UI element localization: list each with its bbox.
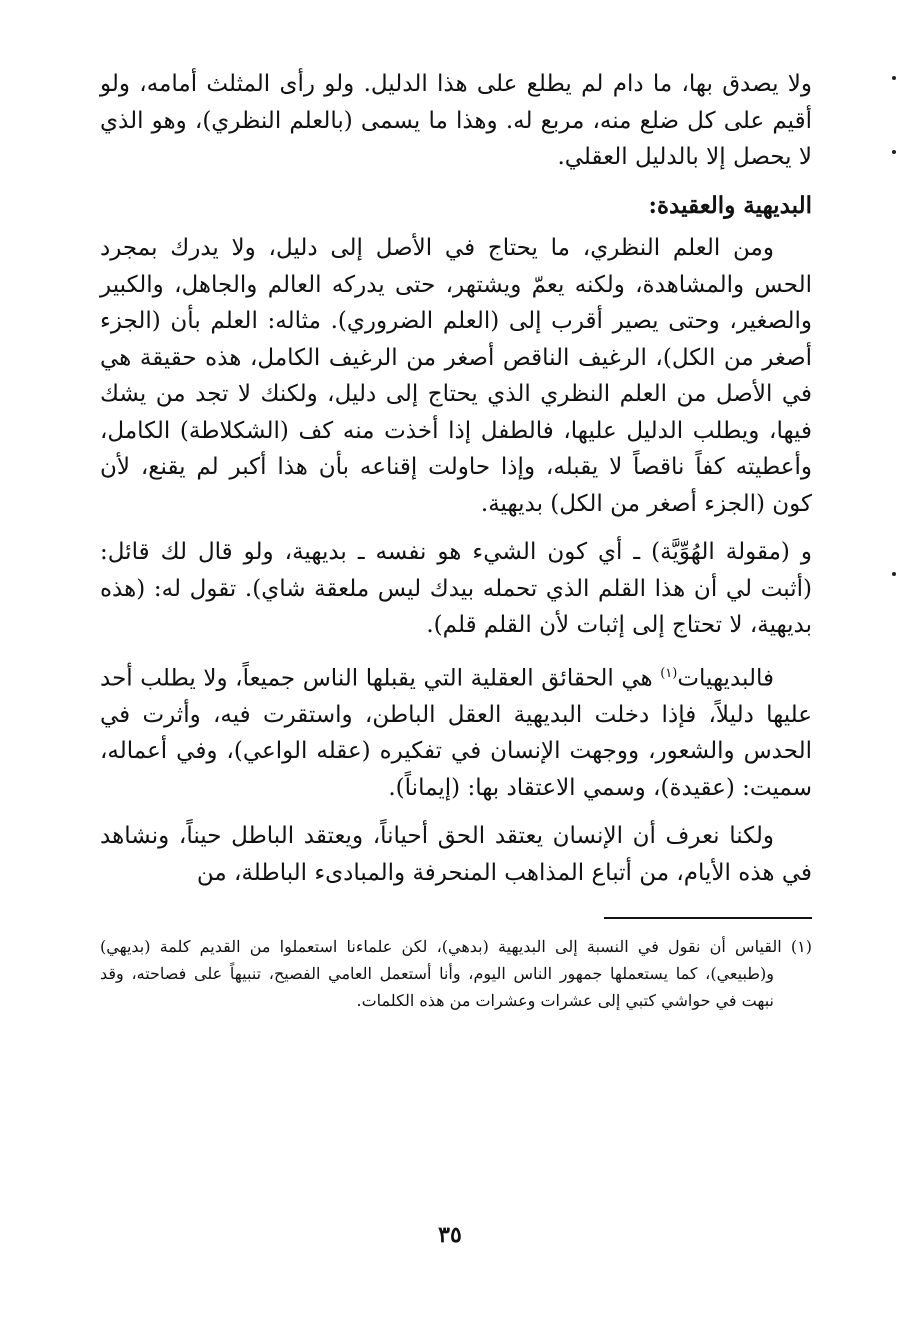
margin-mark [892,76,896,80]
paragraph-5: ولكنا نعرف أن الإنسان يعتقد الحق أحياناً، ويعتقد الباطل حيناً، ونشاهد في هذه الأيام، من أتباع المذاهب المنحرفة والمبادىء الباطلة، من [100,823,812,886]
paragraph-2: ومن العلم النظري، ما يحتاج في الأصل إلى دليل، ولا يدرك بمجرد الحس والمشاهدة، ولكنه يعمّ ويشتهر، حتى يدركه العالم والجاهل، والكبير والصغير، وحتى يصير أقرب إلى (العلم الضروري). مثاله: العلم بأن (الجزء أصغر من الكل)، الرغيف الناقص أصغر من الرغيف الكامل، هذه حقيقة هي في الأصل من العلم النظري الذي يحتاج إلى دليل، ولكنك لا تجد من يشك فيها، ويطلب الدليل عليها، فالطفل إذا أخذت منه كف (الشكلاطة) الكامل، وأعطيته كفاً ناقصاً لا يقبله، وإذا حاولت إقناعه بأن هذا أكبر لم يقنع، لأن كون (الجزء أصغر من الكل) بديهية. [100,235,812,517]
paragraph-3: و (مقولة الهُوِّيَّة) ـ أي كون الشيء هو نفسه ـ بديهية، ولو قال لك قائل: (أثبت لي أن هذا القلم الذي تحمله بيدك ليس ملعقة شاي). تقول له: (هذه بديهية، لا تحتاج إلى إثبات لأن القلم قلم). [100,539,812,638]
paragraph-1: ولا يصدق بها، ما دام لم يطلع على هذا الدليل. ولو رأى المثلث أمامه، ولو أقيم على كل ضلع منه، مربع له. وهذا ما يسمى (بالعلم النظري)، وهو الذي لا يحصل إلا بالدليل العقلي. [100,71,812,170]
page-content [100,66,812,1014]
footnote [100,933,812,1014]
footnote-separator [604,917,812,919]
paragraph-4 [100,656,812,807]
footnote-marker: (١) [790,937,813,957]
paragraph-4-rest: هي الحقائق العقلية التي يقبلها الناس جميعاً، ولا يطلب أحد عليها دليلاً، فإذا دخلت البديهية العقل الباطن، واستقرت فيه، وأثرت في الحدس والشعور، ووجهت الإنسان في تفكيره (عقله الواعي)، وفي أعماله، سميت: (عقيدة)، وسمي الاعتقاد بها: (إيماناً). [100,665,812,801]
footnote-text: القياس أن نقول في النسبة إلى البديهية (بدهي)، لكن علماءنا استعملوا من القديم كلمة (بديهي) و(طبيعي)، كما يستعملها جمهور الناس اليوم، وأنا أستعمل العامي الفصيح، تنبيهاً على فصاحته، وقد نبهت في حواشي كتبي إلى عشرات وعشرات من هذه الكلمات. [100,937,782,1011]
margin-mark [892,572,896,576]
section-heading: البديهية والعقيدة: [648,191,812,219]
paragraph-4-start: فالبديهيات [677,665,774,692]
footnote-reference: (١) [660,665,678,681]
page-number: ٣٥ [438,1222,462,1248]
margin-mark [892,150,896,154]
